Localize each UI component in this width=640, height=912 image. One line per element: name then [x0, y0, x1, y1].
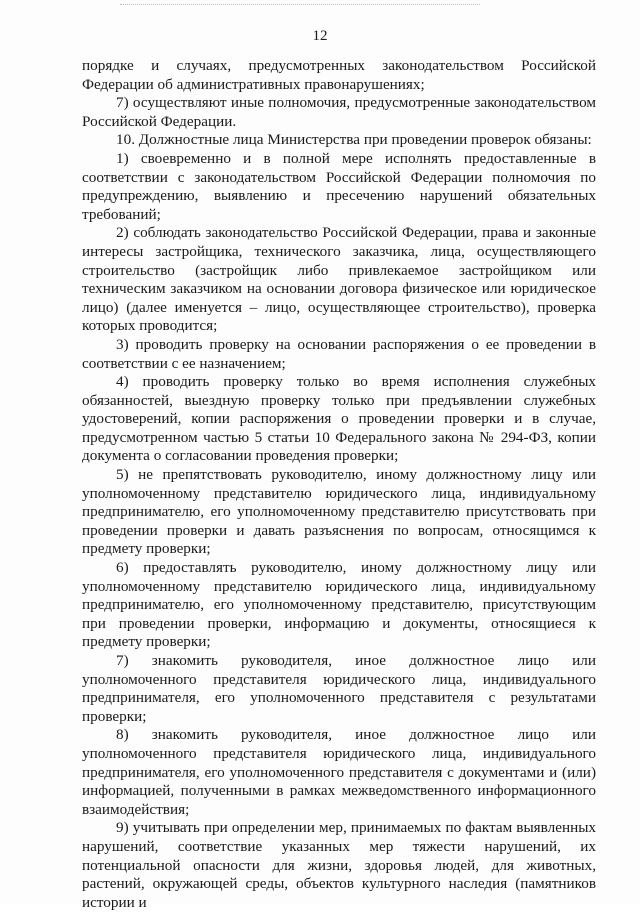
scan-edge-artifact: [120, 4, 480, 6]
paragraph: 5) не препятствовать руководителю, иному должностному лицу или уполномоченному представителю юридического лица, индивидуальному предпринимателю, его уполномоченному представителю присутствовать при проведении проверки и давать разъяснения по вопросам, относящимся к предмету проверки;: [82, 466, 596, 558]
paragraph: 7) осуществляют иные полномочия, предусмотренные законодательством Российской Федерации.: [82, 94, 596, 130]
document-body: [82, 57, 596, 912]
paragraph: 3) проводить проверку на основании распоряжения о ее проведении в соответствии с ее назначением;: [82, 335, 596, 372]
paragraph: 8) знакомить руководителя, иное должностное лицо или уполномоченного представителя юридического лица, индивидуального предпринимателя, его уполномоченного представителя с документами и (или) информацией, полученными в рамках межведомственного информационного взаимодействия;: [82, 726, 596, 818]
page-number: 12: [312, 28, 328, 44]
paragraph: 2) соблюдать законодательство Российской Федерации, права и законные интересы застройщика, технического заказчика, лица, осуществляющего строительство (застройщик либо привлекаемое застройщиком или техническим заказчиком на основании договора физическое или юридическое лицо) (далее именуется – лицо, осуществляющее строительство), проверка которых проводится;: [82, 224, 596, 335]
paragraph: 7) знакомить руководителя, иное должностное лицо или уполномоченного представителя юридического лица, индивидуального предпринимателя, его уполномоченного представителя с результатами проверки;: [82, 652, 596, 725]
paragraph-continuation: порядке и случаях, предусмотренных законодательством Российской Федерации об административных правонарушениях;: [82, 57, 596, 93]
paragraph: 6) предоставлять руководителю, иному должностному лицу или уполномоченному представителю юридического лица, индивидуальному предпринимателю, его уполномоченному представителю, присутствующим при проведении проверки, информацию и документы, относящиеся к предмету проверки;: [82, 559, 596, 651]
paragraph: 4) проводить проверку только во время исполнения служебных обязанностей, выездную проверку только при предъявлении служебных удостоверений, копии распоряжения о проведении проверки и в случае, предусмотренном частью 5 статьи 10 Федерального закона № 294-ФЗ, копии документа о согласовании проведения проверки;: [82, 373, 596, 465]
paragraph: 9) учитывать при определении мер, принимаемых по фактам выявленных нарушений, соответствие указанных мер тяжести нарушений, их потенциальной опасности для жизни, здоровья людей, для животных, растений, окружающей среды, объектов культурного наследия (памятников истории и: [82, 819, 596, 911]
paragraph: 10. Должностные лица Министерства при проведении проверок обязаны:: [116, 131, 592, 149]
paragraph: 1) своевременно и в полной мере исполнять предоставленные в соответствии с законодательством Российской Федерации полномочия по предупреждению, выявлению и пресечению нарушений обязательных требований;: [82, 149, 596, 223]
